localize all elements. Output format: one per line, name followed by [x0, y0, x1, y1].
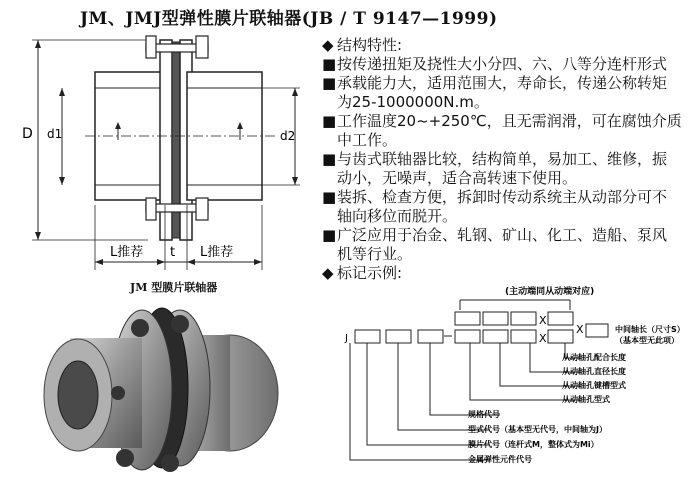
feature-item: ■承载能力大，适用范围大，寿命长，传递公称转矩 为25-1000000N.m。 — [322, 74, 668, 111]
dim-L-left-label: L推荐 — [110, 245, 144, 260]
feature-item: ■工作温度20~+250℃，且无需润滑，可在腐蚀介质 中工作。 — [322, 112, 682, 149]
coupling-drawing — [0, 0, 320, 300]
dim-d1-label: d1 — [47, 127, 63, 141]
dim-D-label: D — [22, 126, 33, 142]
x-mark-2: X — [539, 332, 547, 345]
marking-label: 金属弹性元件代号 — [468, 455, 532, 464]
center-note-2: （基本型无此项） — [615, 336, 679, 345]
x-mark: X — [539, 314, 547, 327]
marking-top-note: (主动端同从动端对应) — [505, 287, 595, 297]
coupling-photo — [30, 298, 300, 481]
marking-label: 从动轴孔直径长度 — [562, 367, 626, 376]
square-bullet-icon: ■ — [322, 150, 337, 168]
marking-diagram — [330, 280, 685, 480]
marking-label: 膜片代号（连杆式M，整体式为Mi） — [468, 440, 599, 449]
diamond-bullet-icon: ◆ — [322, 264, 334, 282]
prefix-mark: J — [345, 333, 348, 344]
dim-t-label: t — [170, 245, 176, 260]
feature-item: ■装拆、检查方便，拆卸时传动系统主从动部分可不 轴向移位而脱开。 — [322, 188, 668, 225]
square-bullet-icon: ■ — [322, 188, 337, 206]
x-mark-3: X — [576, 323, 584, 336]
dim-L-right-label: L推荐 — [200, 245, 234, 260]
page-title: JM、JMJ型弹性膜片联轴器(JB / T 9147—1999) — [80, 9, 498, 29]
feature-item: ■与齿式联轴器比较，结构简单，易加工、维修，振 动小，无噪声，适合高转速下使用。 — [322, 150, 668, 187]
square-bullet-icon: ■ — [322, 226, 337, 244]
marking-heading: ◆ 标记示例: — [322, 264, 403, 282]
square-bullet-icon: ■ — [322, 55, 337, 73]
feature-item: ■广泛应用于冶金、轧钢、矿山、化工、造船、泵风 机等行业。 — [322, 226, 668, 263]
features-section — [322, 36, 684, 283]
drawing-caption: JM 型膜片联轴器 — [130, 281, 218, 294]
features-heading: ◆ 结构特性: — [322, 36, 403, 54]
feature-item: ■按传递扭矩及挠性大小分四、六、八等分连杆形式 — [322, 55, 668, 73]
center-note: 中间轴长（尺寸S） — [615, 325, 685, 334]
marking-label: 从动轴孔键槽型式 — [562, 381, 626, 390]
marking-label: 从动轴孔配合长度 — [562, 353, 626, 362]
marking-label: 从动轴孔型式 — [562, 395, 610, 404]
marking-label: 规格代号 — [468, 410, 500, 419]
marking-label: 型式代号（基本型无代号，中间轴为J） — [468, 425, 607, 434]
square-bullet-icon: ■ — [322, 112, 337, 130]
square-bullet-icon: ■ — [322, 74, 337, 92]
dim-d2-label: d2 — [280, 129, 296, 143]
diamond-bullet-icon: ◆ — [322, 36, 334, 54]
